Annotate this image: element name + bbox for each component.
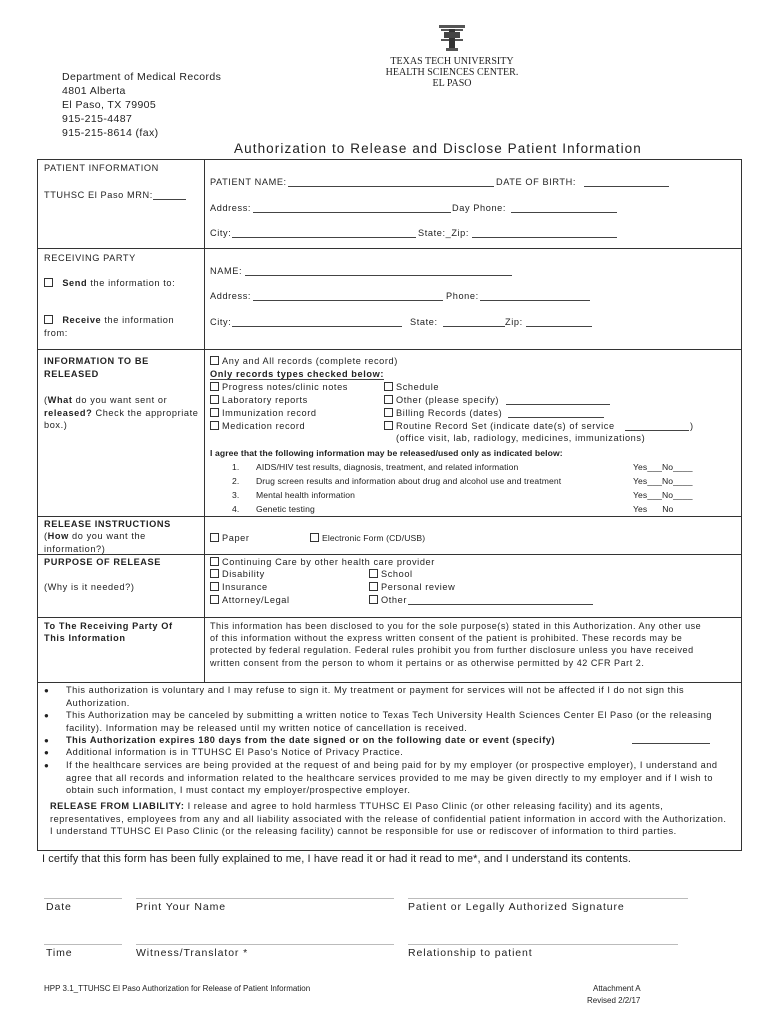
- what-rest: do you want sent or: [72, 395, 168, 405]
- billing-label: Billing Records (dates): [396, 408, 503, 418]
- address-line: Department of Medical Records: [62, 71, 222, 83]
- item-text: Mental health information: [256, 490, 355, 500]
- item-number: 3.: [232, 490, 240, 500]
- routine-sub-label: (office visit, lab, radiology, medicines, immunizations): [396, 433, 646, 443]
- routine-dates-field[interactable]: [625, 421, 689, 431]
- dob-field[interactable]: [584, 177, 669, 187]
- disability-option[interactable]: [210, 569, 265, 579]
- continuing-care-label: Continuing Care by other health care provider: [222, 557, 435, 567]
- expiration-field[interactable]: [632, 734, 710, 744]
- footer-attachment: Attachment A: [593, 984, 641, 993]
- section-receiving-party: RECEIVING PARTY: [44, 253, 136, 263]
- section-purpose-of-release: PURPOSE OF RELEASE: [44, 557, 161, 567]
- item-number: 2.: [232, 476, 240, 486]
- electronic-option[interactable]: [310, 533, 425, 543]
- logo-line: TEXAS TECH UNIVERSITY: [390, 56, 514, 67]
- immunization-option[interactable]: [210, 408, 317, 418]
- bullet-icon: ●: [44, 736, 49, 745]
- patient-signature-line[interactable]: [408, 898, 688, 899]
- dob-label: DATE OF BIRTH:: [496, 177, 577, 187]
- address-line: 915-215-4487: [62, 113, 133, 125]
- what-rest-2: Check the appropriate box.): [44, 407, 199, 430]
- footer-revised: Revised 2/2/17: [587, 996, 641, 1005]
- all-records-option[interactable]: [210, 356, 398, 366]
- receiving-zip-label: Zip:: [505, 317, 523, 327]
- divider: [38, 349, 741, 350]
- receive-option[interactable]: [44, 314, 199, 339]
- section-information-to-be-released: INFORMATION TO BE: [44, 356, 149, 366]
- lab-reports-option[interactable]: [210, 395, 308, 405]
- paper-label: Paper: [222, 533, 250, 543]
- receiving-city-label: City:: [210, 317, 232, 327]
- date-label: Date: [46, 901, 72, 913]
- receive-rest: the information from:: [44, 315, 175, 338]
- item-yes-no[interactable]: Yes No: [633, 504, 674, 514]
- item-text: Drug screen results and information about drug and alcohol use and treatment: [256, 476, 562, 486]
- attorney-label: Attorney/Legal: [222, 595, 290, 605]
- routine-record-label: Routine Record Set (indicate date(s) of service: [396, 421, 615, 431]
- electronic-checkbox[interactable]: [310, 533, 319, 542]
- what-bold: What: [47, 395, 73, 405]
- school-checkbox[interactable]: [369, 569, 378, 578]
- divider: [38, 248, 741, 249]
- bullet-icon: ●: [44, 748, 49, 757]
- progress-notes-label: Progress notes/clinic notes: [222, 382, 348, 392]
- divider: [38, 682, 741, 683]
- progress-notes-checkbox[interactable]: [210, 382, 219, 391]
- time-label: Time: [46, 947, 73, 959]
- item-text: AIDS/HIV test results, diagnosis, treatment, and related information: [256, 462, 519, 472]
- bullet-voluntary: This authorization is voluntary and I may refuse to sign it. My treatment or payment for services will not be affected if I do not sign this Authorization.: [66, 685, 685, 708]
- certify-statement: I certify that this form has been fully explained to me, I have read it or had it read to me*, and I understand its contents.: [42, 853, 632, 865]
- receiving-address-field[interactable]: [253, 291, 443, 301]
- send-rest: the information to:: [87, 278, 176, 288]
- progress-notes-option[interactable]: [210, 382, 348, 392]
- item-text: Genetic testing: [256, 504, 315, 514]
- billing-dates-field[interactable]: [508, 408, 604, 418]
- how-instruction: (How do you want the information?): [44, 531, 146, 554]
- medication-checkbox[interactable]: [210, 421, 219, 430]
- routine-record-option[interactable]: [384, 421, 615, 431]
- patient-signature-label: Patient or Legally Authorized Signature: [408, 901, 625, 913]
- logo-line: HEALTH SCIENCES CENTER.: [385, 67, 519, 78]
- double-t-logo-icon: [437, 24, 467, 52]
- continuing-care-checkbox[interactable]: [210, 557, 219, 566]
- insurance-option[interactable]: [210, 582, 268, 592]
- item-number: 4.: [232, 504, 240, 514]
- university-logo: [384, 24, 520, 89]
- billing-option[interactable]: [384, 408, 502, 418]
- patient-city-field[interactable]: [232, 228, 416, 238]
- purpose-other-label: Other: [381, 595, 407, 605]
- medication-option[interactable]: [210, 421, 305, 431]
- routine-paren: ): [690, 421, 694, 431]
- patient-address-field[interactable]: [253, 203, 451, 213]
- receiving-city-field[interactable]: [232, 317, 402, 327]
- released-bold: released?: [44, 407, 93, 418]
- purpose-other-field[interactable]: [408, 595, 593, 605]
- lab-reports-checkbox[interactable]: [210, 395, 219, 404]
- relationship-signature-line[interactable]: [408, 944, 678, 945]
- divider: [38, 516, 741, 517]
- disability-checkbox[interactable]: [210, 569, 219, 578]
- attorney-checkbox[interactable]: [210, 595, 219, 604]
- address-line: El Paso, TX 79905: [62, 99, 157, 111]
- day-phone-field[interactable]: [511, 203, 617, 213]
- form-title: Authorization to Release and Disclose Patient Information: [234, 141, 642, 156]
- receive-checkbox[interactable]: [44, 315, 53, 324]
- personal-review-option[interactable]: [369, 582, 455, 592]
- agree-statement: I agree that the following information may be released/used only as indicated below:: [210, 448, 563, 458]
- receiving-name-label: NAME:: [210, 266, 243, 276]
- patient-state-zip-label: State:_Zip:: [418, 228, 470, 238]
- item-yes-no[interactable]: Yes___No____: [633, 476, 693, 486]
- item-yes-no[interactable]: Yes___No____: [633, 490, 693, 500]
- release-from-liability: [50, 800, 730, 838]
- all-records-label: Any and All records (complete record): [222, 356, 398, 366]
- other-specify-option[interactable]: [384, 395, 499, 405]
- receiving-zip-field[interactable]: [526, 317, 592, 327]
- bullet-employer: If the healthcare services are being provided at the request of and being paid for by my employer (or prospective employer), I understand and agree that all records and information related to the healthcare services provided to me may be given directly to my employer and if I wish to obtain such information, I must contact my employer/prospective employer.: [66, 760, 718, 795]
- department-address: [62, 70, 221, 140]
- print-name-signature-line[interactable]: [136, 898, 394, 899]
- what-instruction: (What do you want sent or released? Check the appropriate box.): [44, 395, 199, 430]
- receiving-phone-label: Phone:: [446, 291, 479, 301]
- divider: [38, 617, 741, 618]
- bullet-cancel: This Authorization may be canceled by submitting a written notice to Texas Tech University Health Sciences Center El Paso (or the releasing facility). Information may be released until my written notice of cancellation is received.: [66, 710, 713, 733]
- day-phone-label: Day Phone:: [452, 203, 507, 213]
- send-option[interactable]: [44, 278, 175, 288]
- routine-record-checkbox[interactable]: [384, 421, 393, 430]
- patient-city-label: City:: [210, 228, 232, 238]
- column-divider: [204, 160, 205, 682]
- patient-name-label: PATIENT NAME:: [210, 177, 287, 187]
- insurance-label: Insurance: [222, 582, 268, 592]
- section-information-to-be-released-2: RELEASED: [44, 369, 99, 379]
- school-label: School: [381, 569, 413, 579]
- schedule-checkbox[interactable]: [384, 382, 393, 391]
- how-rest: do you want the information?): [44, 531, 146, 554]
- purpose-other-option[interactable]: [369, 595, 407, 605]
- why-instruction: (Why is it needed?): [44, 582, 135, 592]
- bullet-expires: This Authorization expires 180 days from the date signed or on the following date or event (specify): [66, 735, 556, 745]
- section-to-receiving-party: To The Receiving Party Of: [44, 621, 173, 631]
- patient-address-label: Address:: [210, 203, 252, 213]
- bullet-icon: ●: [44, 761, 49, 770]
- immunization-label: Immunization record: [222, 408, 317, 418]
- item-number: 1.: [232, 462, 240, 472]
- insurance-checkbox[interactable]: [210, 582, 219, 591]
- address-line: 915-215-8614 (fax): [62, 127, 159, 139]
- liability-text: I release and agree to hold harmless TTUHSC El Paso Clinic (or other releasing facility) and its agents, representatives, employees from any and all liability associated with the release of confidential patient information in accord with the Authorization. I understand TTUHSC El Paso Clinic (or the releasing facility) cannot be responsible for use or rediscover of information to third parties.: [50, 801, 727, 836]
- bullet-icon: ●: [44, 686, 49, 695]
- all-records-checkbox[interactable]: [210, 356, 219, 365]
- school-option[interactable]: [369, 569, 413, 579]
- item-yes-no[interactable]: Yes___No____: [633, 462, 693, 472]
- electronic-label: Electronic Form (CD/USB): [322, 533, 426, 543]
- footer-document-id: HPP 3.1_TTUHSC El Paso Authorization for Release of Patient Information: [44, 984, 311, 993]
- billing-checkbox[interactable]: [384, 408, 393, 417]
- receive-bold: Receive: [62, 315, 102, 325]
- send-bold: Send: [62, 278, 88, 288]
- other-specify-checkbox[interactable]: [384, 395, 393, 404]
- liability-bold: RELEASE FROM LIABILITY:: [50, 801, 185, 811]
- immunization-checkbox[interactable]: [210, 408, 219, 417]
- relationship-label: Relationship to patient: [408, 947, 533, 959]
- personal-review-checkbox[interactable]: [369, 582, 378, 591]
- logo-line: EL PASO: [432, 78, 472, 89]
- other-specify-field[interactable]: [506, 395, 610, 405]
- address-line: 4801 Alberta: [62, 85, 126, 97]
- date-signature-line[interactable]: [44, 898, 122, 899]
- receiving-party-notice: This information has been disclosed to you for the sole purpose(s) stated in this Authorization. Any other use of this information without the express written consent of the patient is prohibited. These records may be protected by federal regulation. Federal rules prohibit you from further disclosure unless you have received written consent from the person to whom it pertains or as otherwise permitted by 42 CFR Part 2.: [210, 621, 702, 668]
- witness-signature-line[interactable]: [136, 944, 394, 945]
- receiving-phone-field[interactable]: [480, 291, 590, 301]
- continuing-care-option[interactable]: [210, 557, 435, 567]
- witness-label: Witness/Translator *: [136, 947, 249, 959]
- receiving-state-field[interactable]: [443, 317, 505, 327]
- purpose-other-checkbox[interactable]: [369, 595, 378, 604]
- print-name-label: Print Your Name: [136, 901, 226, 913]
- schedule-option[interactable]: [384, 382, 439, 392]
- patient-name-field[interactable]: [288, 177, 494, 187]
- personal-review-label: Personal review: [381, 582, 456, 592]
- receiving-state-label: State:: [410, 317, 438, 327]
- send-checkbox[interactable]: [44, 278, 53, 287]
- patient-state-zip-field[interactable]: [472, 228, 617, 238]
- medication-label: Medication record: [222, 421, 306, 431]
- paper-checkbox[interactable]: [210, 533, 219, 542]
- bullet-icon: ●: [44, 711, 49, 720]
- paper-option[interactable]: [210, 533, 250, 543]
- receiving-address-label: Address:: [210, 291, 252, 301]
- receiving-name-field[interactable]: [245, 266, 512, 276]
- disability-label: Disability: [222, 569, 265, 579]
- time-signature-line[interactable]: [44, 944, 122, 945]
- section-to-receiving-party-2: This Information: [44, 633, 126, 643]
- bullet-privacy: Additional information is in TTUHSC El Paso's Notice of Privacy Practice.: [66, 747, 404, 757]
- mrn-label: TTUHSC El Paso MRN:: [44, 190, 153, 200]
- mrn-field[interactable]: [153, 190, 186, 200]
- section-patient-information: PATIENT INFORMATION: [44, 163, 159, 173]
- attorney-option[interactable]: [210, 595, 290, 605]
- lab-reports-label: Laboratory reports: [222, 395, 308, 405]
- how-bold: How: [47, 531, 69, 541]
- other-specify-label: Other (please specify): [396, 395, 500, 405]
- schedule-label: Schedule: [396, 382, 440, 392]
- only-types-heading: Only records types checked below:: [210, 369, 384, 379]
- section-release-instructions: RELEASE INSTRUCTIONS: [44, 519, 171, 529]
